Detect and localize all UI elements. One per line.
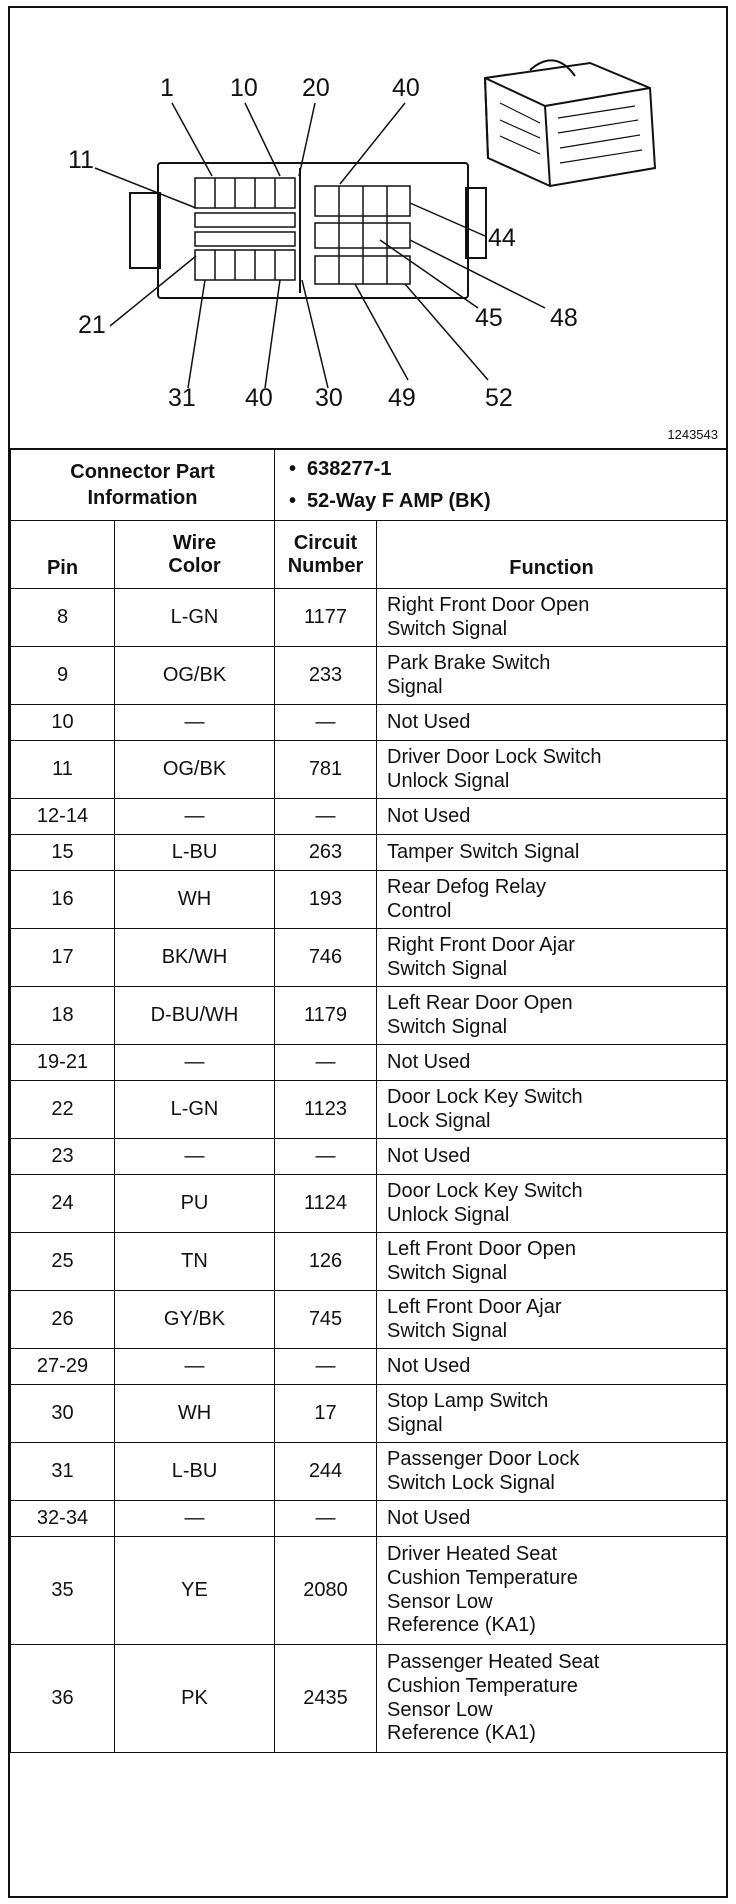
function-line: Sensor Low [387, 1698, 493, 1721]
callout-40-bottom: 40 [245, 384, 273, 412]
circuit-number-cell: 746 [275, 929, 377, 987]
pin-cell: 23 [11, 1139, 115, 1175]
circuit-number-cell: 1179 [275, 987, 377, 1045]
wire-color-cell: — [115, 1045, 275, 1081]
table-row [11, 1385, 727, 1443]
function-line: Rear Defog Relay [387, 875, 546, 898]
function-line: Right Front Door Open [387, 593, 590, 616]
function-line: Switch Signal [387, 1319, 508, 1342]
circuit-number-cell: 781 [275, 741, 377, 799]
table-row [11, 647, 727, 705]
wire-color-cell: OG/BK [115, 741, 275, 799]
circuit-number-cell: 2435 [275, 1645, 377, 1753]
callout-leader-lines [95, 103, 545, 388]
callout-30: 30 [315, 384, 343, 412]
function-line: Not Used [387, 1144, 471, 1167]
function-cell [377, 1045, 727, 1081]
wire-color-cell: YE [115, 1537, 275, 1645]
circuit-number-cell: 263 [275, 835, 377, 871]
pin-cell: 10 [11, 705, 115, 741]
callout-20: 20 [302, 74, 330, 102]
circuit-number-cell: 126 [275, 1233, 377, 1291]
function-cell [377, 1233, 727, 1291]
function-cell [377, 1175, 727, 1233]
function-cell [377, 871, 727, 929]
wire-color-cell: PU [115, 1175, 275, 1233]
connector-info-label [11, 449, 275, 521]
function-cell [377, 589, 727, 647]
callout-40-top: 40 [392, 74, 420, 102]
circuit-number-cell: — [275, 799, 377, 835]
wire-color-cell: PK [115, 1645, 275, 1753]
wire-color-cell: D-BU/WH [115, 987, 275, 1045]
callout-10: 10 [230, 74, 258, 102]
wire-color-header: Wire Color [115, 521, 275, 589]
pin-cell: 30 [11, 1385, 115, 1443]
function-cell [377, 835, 727, 871]
pin-cell: 11 [11, 741, 115, 799]
connector-info-values [275, 449, 727, 521]
pin-cell: 26 [11, 1291, 115, 1349]
connector-info-label-line1: Connector Part [70, 460, 215, 483]
function-line: Signal [387, 675, 443, 698]
function-line: Left Front Door Ajar [387, 1295, 562, 1318]
wire-color-cell: — [115, 705, 275, 741]
pin-cell: 18 [11, 987, 115, 1045]
function-cell [377, 647, 727, 705]
pin-cell: 12-14 [11, 799, 115, 835]
circuit-number-cell: — [275, 1139, 377, 1175]
function-cell [377, 741, 727, 799]
circuit-number-cell: 745 [275, 1291, 377, 1349]
circuit-number-cell: 2080 [275, 1537, 377, 1645]
function-line: Not Used [387, 710, 471, 733]
function-line: Park Brake Switch [387, 651, 551, 674]
pin-cell: 17 [11, 929, 115, 987]
table-row [11, 835, 727, 871]
table-row [11, 1139, 727, 1175]
connector-type: • 52-Way F AMP (BK) [289, 489, 491, 512]
function-line: Control [387, 899, 452, 922]
connector-face [130, 163, 486, 298]
function-line: Left Rear Door Open [387, 991, 573, 1014]
connector-info-row [11, 449, 727, 521]
function-line: Passenger Door Lock [387, 1447, 580, 1470]
function-line: Cushion Temperature [387, 1674, 578, 1697]
function-cell [377, 1443, 727, 1501]
connector-info-label-line2: Information [87, 486, 198, 509]
wire-color-cell: — [115, 1139, 275, 1175]
column-header-row [11, 521, 727, 589]
table-row [11, 1537, 727, 1645]
table-row [11, 1233, 727, 1291]
function-line: Door Lock Key Switch [387, 1085, 583, 1108]
pin-header: Pin [11, 521, 115, 589]
pin-cell: 35 [11, 1537, 115, 1645]
pin-cell: 25 [11, 1233, 115, 1291]
wire-color-cell: L-BU [115, 1443, 275, 1501]
wire-color-cell: — [115, 799, 275, 835]
table-row [11, 1291, 727, 1349]
function-line: Not Used [387, 1506, 471, 1529]
pin-cell: 15 [11, 835, 115, 871]
function-line: Not Used [387, 1354, 471, 1377]
callout-52: 52 [485, 384, 513, 412]
circuit-number-cell: — [275, 705, 377, 741]
callout-31: 31 [168, 384, 196, 412]
function-cell [377, 799, 727, 835]
table-row [11, 589, 727, 647]
wire-color-cell: L-GN [115, 1081, 275, 1139]
function-line: Stop Lamp Switch [387, 1389, 549, 1412]
pin-cell: 36 [11, 1645, 115, 1753]
table-row [11, 705, 727, 741]
function-line: Reference (KA1) [387, 1722, 536, 1745]
function-line: Switch Lock Signal [387, 1471, 555, 1494]
connector-document [8, 6, 728, 1898]
function-line: Passenger Heated Seat [387, 1651, 600, 1674]
pin-cell: 22 [11, 1081, 115, 1139]
function-line: Door Lock Key Switch [387, 1179, 583, 1202]
callout-48: 48 [550, 304, 578, 332]
callout-1: 1 [160, 74, 174, 102]
function-line: Unlock Signal [387, 1203, 510, 1226]
function-cell [377, 1385, 727, 1443]
function-cell [377, 1081, 727, 1139]
function-line: Switch Signal [387, 1015, 508, 1038]
circuit-number-cell: 17 [275, 1385, 377, 1443]
table-row [11, 1645, 727, 1753]
function-cell [377, 1537, 727, 1645]
function-line: Sensor Low [387, 1590, 493, 1613]
function-line: Signal [387, 1413, 443, 1436]
function-line: Switch Signal [387, 617, 508, 640]
wire-color-cell: TN [115, 1233, 275, 1291]
connector-drawing [10, 8, 726, 448]
function-line: Not Used [387, 1050, 471, 1073]
wire-color-cell: L-GN [115, 589, 275, 647]
function-cell [377, 987, 727, 1045]
circuit-number-header: Circuit Number [275, 521, 377, 589]
function-cell [377, 929, 727, 987]
connector-isometric-view [485, 60, 655, 186]
callout-11: 11 [68, 146, 94, 174]
function-line: Reference (KA1) [387, 1614, 536, 1637]
connector-figure [10, 8, 726, 450]
table-row [11, 929, 727, 987]
function-header: Function [377, 521, 727, 589]
table-row [11, 1175, 727, 1233]
circuit-number-cell: 244 [275, 1443, 377, 1501]
wire-color-cell: GY/BK [115, 1291, 275, 1349]
connector-part-number: • 638277-1 [289, 457, 392, 480]
circuit-number-cell: 1123 [275, 1081, 377, 1139]
callout-21: 21 [78, 311, 106, 339]
function-line: Cushion Temperature [387, 1566, 578, 1589]
wire-color-cell: BK/WH [115, 929, 275, 987]
pin-cell: 24 [11, 1175, 115, 1233]
function-cell [377, 1291, 727, 1349]
function-cell [377, 1501, 727, 1537]
callout-45: 45 [475, 304, 503, 332]
circuit-number-cell: — [275, 1501, 377, 1537]
function-line: Tamper Switch Signal [387, 840, 580, 863]
pin-cell: 9 [11, 647, 115, 705]
figure-id: 1243543 [667, 427, 718, 442]
function-line: Left Front Door Open [387, 1237, 576, 1260]
table-row [11, 1443, 727, 1501]
table-row [11, 741, 727, 799]
table-row [11, 1501, 727, 1537]
function-line: Driver Heated Seat [387, 1543, 558, 1566]
wire-color-cell: L-BU [115, 835, 275, 871]
function-line: Switch Signal [387, 957, 508, 980]
pin-cell: 19-21 [11, 1045, 115, 1081]
pin-cell: 16 [11, 871, 115, 929]
pin-cell: 27-29 [11, 1349, 115, 1385]
table-row [11, 987, 727, 1045]
circuit-number-cell: 1177 [275, 589, 377, 647]
wire-color-cell: WH [115, 871, 275, 929]
wire-color-cell: — [115, 1501, 275, 1537]
callout-49: 49 [388, 384, 416, 412]
circuit-number-cell: 1124 [275, 1175, 377, 1233]
function-cell [377, 1139, 727, 1175]
circuit-number-cell: 233 [275, 647, 377, 705]
pin-cell: 32-34 [11, 1501, 115, 1537]
function-line: Driver Door Lock Switch [387, 745, 602, 768]
pin-cell: 8 [11, 589, 115, 647]
table-row [11, 1081, 727, 1139]
callout-44: 44 [488, 224, 516, 252]
function-cell [377, 705, 727, 741]
pin-cell: 31 [11, 1443, 115, 1501]
function-line: Lock Signal [387, 1109, 491, 1132]
table-row [11, 1349, 727, 1385]
function-line: Switch Signal [387, 1261, 508, 1284]
table-row [11, 799, 727, 835]
circuit-number-cell: — [275, 1045, 377, 1081]
circuit-number-cell: 193 [275, 871, 377, 929]
circuit-number-cell: — [275, 1349, 377, 1385]
wire-color-cell: WH [115, 1385, 275, 1443]
function-cell [377, 1349, 727, 1385]
function-line: Unlock Signal [387, 769, 510, 792]
table-row [11, 1045, 727, 1081]
function-line: Right Front Door Ajar [387, 933, 575, 956]
wire-color-cell: OG/BK [115, 647, 275, 705]
function-line: Not Used [387, 804, 471, 827]
wire-color-cell: — [115, 1349, 275, 1385]
pinout-table [10, 448, 727, 1753]
table-row [11, 871, 727, 929]
function-cell [377, 1645, 727, 1753]
